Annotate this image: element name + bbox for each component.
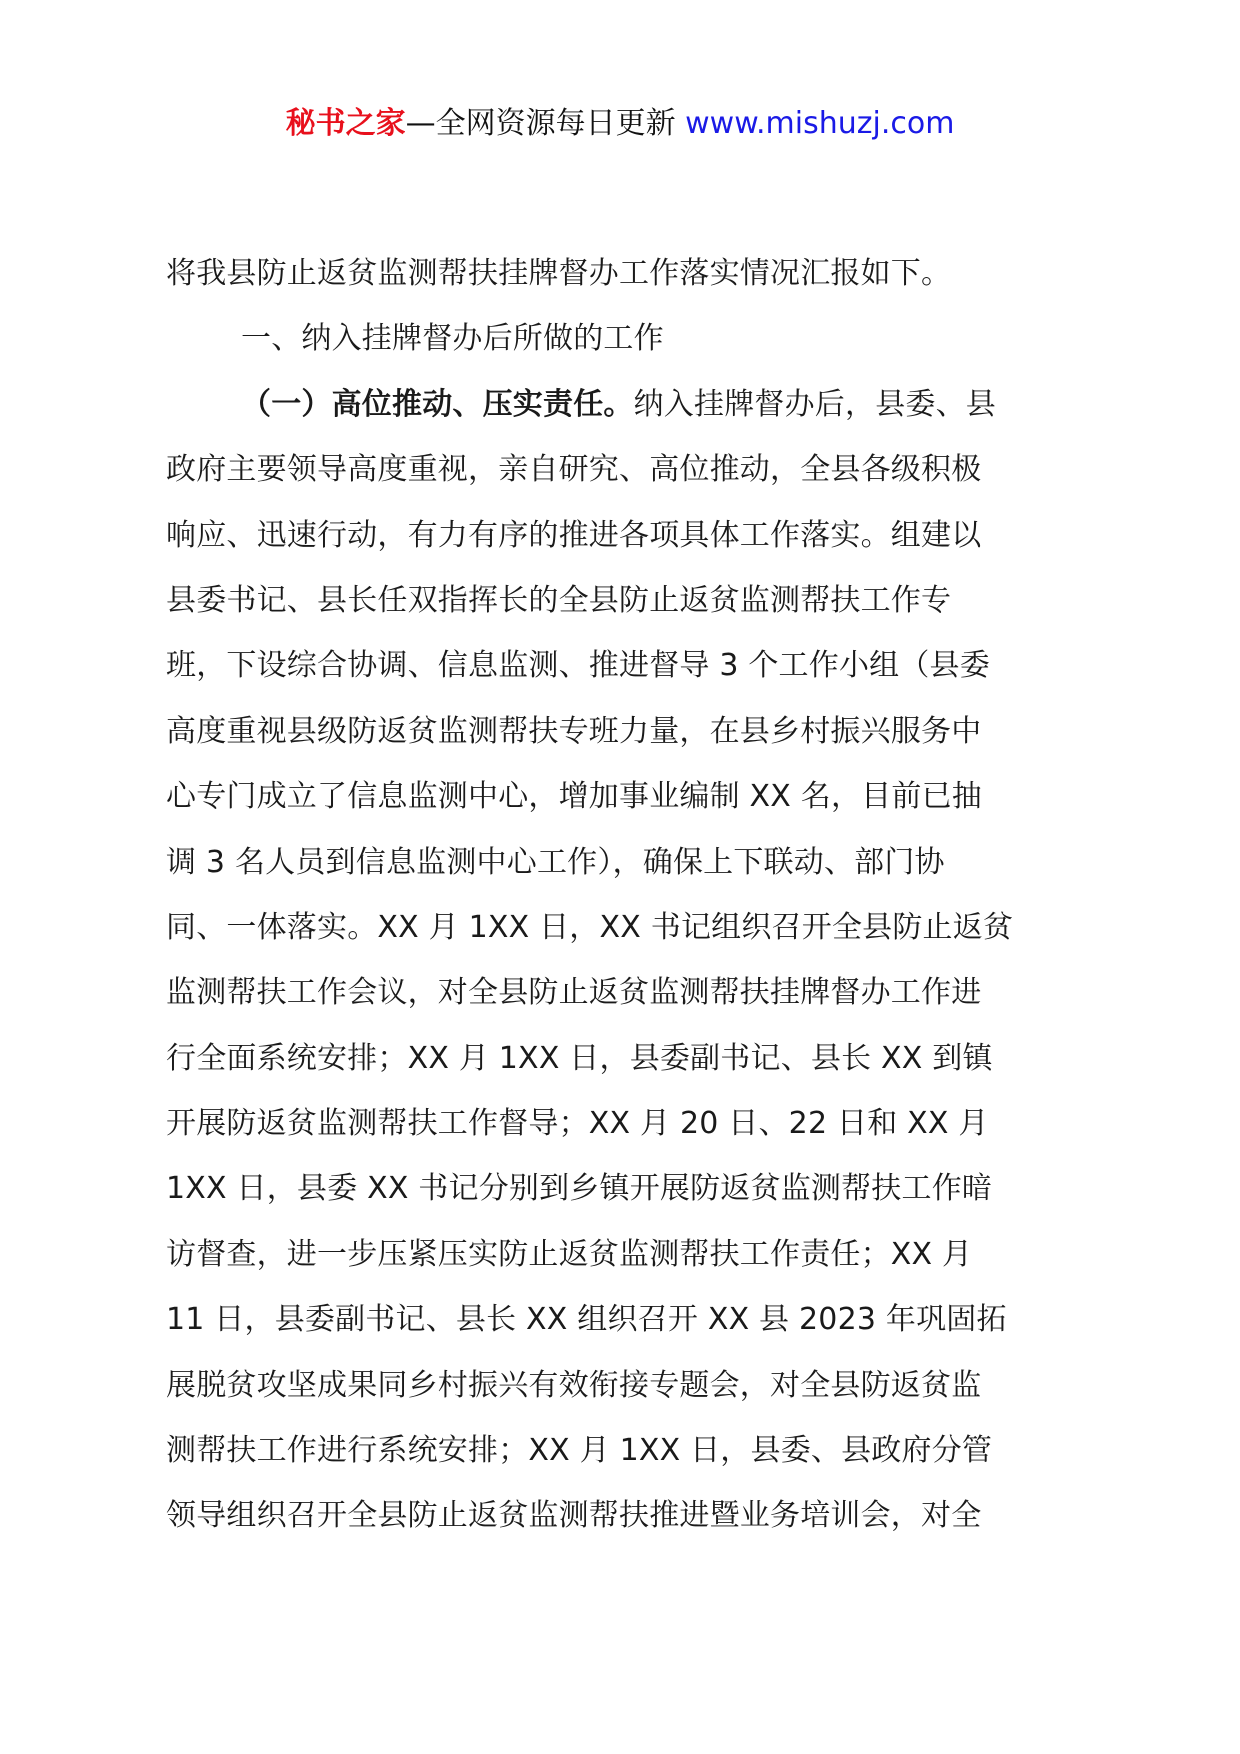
body-line: 领导组织召开全县防止返贫监测帮扶推进暨业务培训会，对全 bbox=[166, 1498, 982, 1534]
body-line: 高度重视县级防返贫监测帮扶专班力量，在县乡村振兴服务中 bbox=[166, 713, 982, 749]
body-line: 开展防返贫监测帮扶工作督导；XX 月 20 日、22 日和 XX 月 bbox=[166, 1106, 989, 1142]
body-line: 班，下设综合协调、信息监测、推进督导 3 个工作小组（县委 bbox=[166, 648, 990, 684]
subsection-paragraph-start bbox=[166, 372, 1086, 437]
body-line: 测帮扶工作进行系统安排；XX 月 1XX 日，县委、县政府分管 bbox=[166, 1433, 993, 1469]
body-line: 心专门成立了信息监测中心，增加事业编制 XX 名，目前已抽 bbox=[166, 779, 982, 815]
body-line: 1XX 日，县委 XX 书记分别到乡镇开展防返贫监测帮扶工作暗 bbox=[166, 1171, 993, 1207]
body-line: 11 日，县委副书记、县长 XX 组织召开 XX 县 2023 年巩固拓 bbox=[166, 1302, 1007, 1338]
body-line: 展脱贫攻坚成果同乡村振兴有效衔接专题会，对全县防返贫监 bbox=[166, 1367, 982, 1403]
section-heading: 一、纳入挂牌督办后所做的工作 bbox=[241, 321, 664, 357]
body-line: 行全面系统安排；XX 月 1XX 日，县委副书记、县长 XX 到镇 bbox=[166, 1040, 993, 1076]
body-line: 调 3 名人员到信息监测中心工作），确保上下联动、部门协 bbox=[166, 844, 945, 880]
subsection-heading: （一）高位推动、压实责任。 bbox=[241, 386, 634, 422]
body-line: 县委书记、县长任双指挥长的全县防止返贫监测帮扶工作专 bbox=[166, 582, 952, 618]
body-line: 同、一体落实。XX 月 1XX 日，XX 书记组织召开全县防止返贫 bbox=[166, 909, 1014, 945]
brand-name: 秘书之家 bbox=[285, 106, 406, 141]
header-url-link[interactable]: www.mishuzj.com bbox=[685, 106, 955, 141]
body-line: 监测帮扶工作会议，对全县防止返贫监测帮扶挂牌督办工作进 bbox=[166, 975, 982, 1011]
body-line: 政府主要领导高度重视，亲自研究、高位推动，全县各级积极 bbox=[166, 452, 982, 488]
document-body bbox=[166, 241, 1086, 1549]
header-tagline: —全网资源每日更新 bbox=[405, 106, 686, 141]
body-line: 响应、迅速行动，有力有序的推进各项具体工作落实。组建以 bbox=[166, 517, 982, 553]
body-line: 将我县防止返贫监测帮扶挂牌督办工作落实情况汇报如下。 bbox=[166, 256, 952, 291]
body-line: 访督查，进一步压紧压实防止返贫监测帮扶工作责任；XX 月 bbox=[166, 1236, 973, 1272]
body-line-run: 纳入挂牌督办后，县委、县 bbox=[633, 386, 997, 422]
page-header bbox=[0, 104, 1240, 144]
